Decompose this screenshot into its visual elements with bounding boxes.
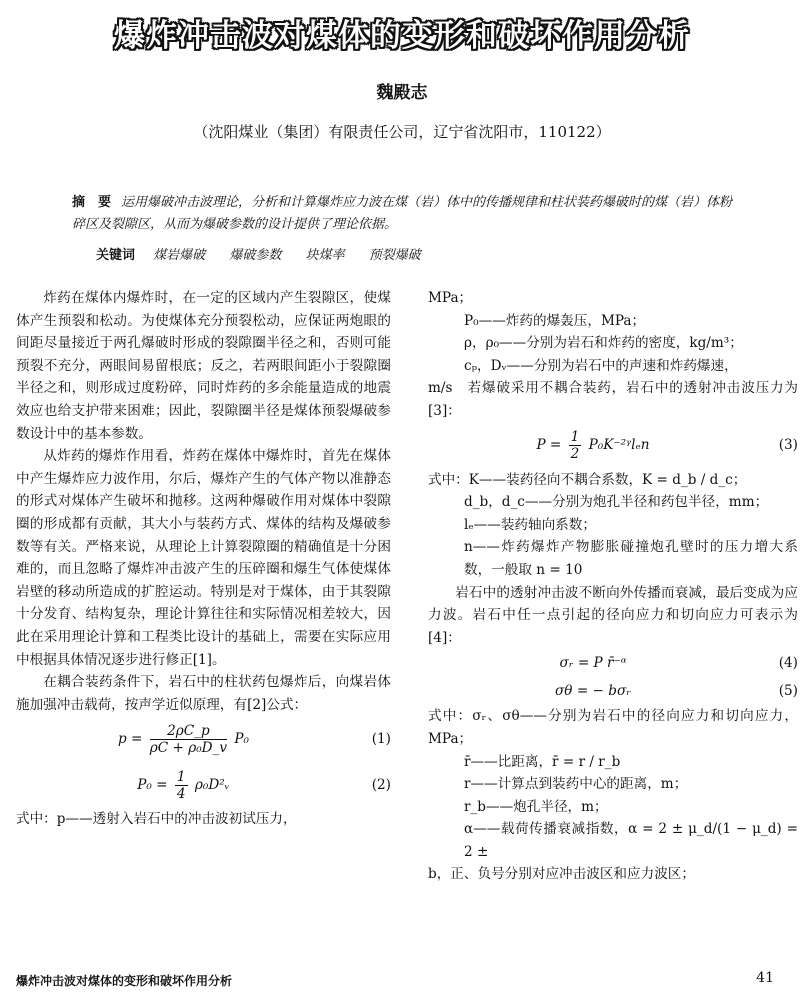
definition: 式中：σᵣ、σθ——分别为岩石中的径向应力和切向应力，MPa； bbox=[428, 708, 798, 747]
eq-body: σᵣ = P r̄⁻ᵅ bbox=[559, 655, 627, 672]
eq-numerator: 2ρC_p bbox=[150, 723, 227, 740]
equation-number: (4) bbox=[778, 655, 798, 672]
eq-rhs: P₀ bbox=[234, 730, 249, 747]
equation-number: (2) bbox=[371, 776, 391, 793]
page-number: 41 bbox=[756, 970, 774, 986]
keyword: 煤岩爆破 bbox=[153, 248, 206, 263]
keywords-label: 关键词 bbox=[96, 248, 136, 263]
definition: r_b——炮孔半径，m； bbox=[464, 798, 608, 815]
equation-number: (1) bbox=[371, 730, 391, 747]
paragraph: m/s 若爆破采用不耦合装药，岩石中的透射冲击波压力为[3]： bbox=[428, 380, 798, 419]
keywords bbox=[96, 244, 736, 263]
definition: lₑ——装药轴向系数； bbox=[464, 516, 596, 533]
equation-number: (5) bbox=[778, 683, 798, 700]
eq-numerator: 1 bbox=[570, 429, 580, 446]
keyword: 预裂爆破 bbox=[368, 248, 421, 263]
equation-1 bbox=[16, 716, 391, 762]
eq-rhs: P₀K⁻²ᵞlₑn bbox=[588, 437, 650, 454]
definition: r——计算点到装药中心的距离，m； bbox=[464, 776, 688, 793]
equation-5 bbox=[428, 677, 798, 705]
abstract-text: 运用爆破冲击波理论，分析和计算爆炸应力波在煤（岩）体中的传播规律和柱状装药爆破时的煤（岩）体粉碎区及裂隙区，从而为爆破参数的设计提供了理论依据。 bbox=[72, 195, 733, 232]
definition: r̄——比距离，r̄ = r / r_b bbox=[464, 753, 621, 770]
equation-number: (3) bbox=[778, 437, 798, 454]
paper-title: 爆炸冲击波对煤体的变形和破坏作用分析 bbox=[114, 18, 690, 54]
equation-3 bbox=[428, 423, 798, 469]
eq-denominator: ρC + ρ₀D_v bbox=[149, 739, 228, 756]
definition: 式中：K——装药径向不耦合系数，K = d_b / d_c； bbox=[428, 471, 747, 488]
affiliation: （沈阳煤业（集团）有限责任公司，辽宁省沈阳市，110122） bbox=[193, 123, 611, 141]
definition: d_b，d_c——分别为炮孔半径和药包半径，mm； bbox=[464, 494, 769, 511]
paragraph: 在耦合装药条件下，岩石中的柱状药包爆炸后，向煤岩体施加强冲击载荷，按声学近似原理，有[2]公式： bbox=[16, 674, 391, 713]
definition: P₀——炸药的爆轰压，MPa； bbox=[464, 312, 646, 329]
eq-body: σθ = − bσᵣ bbox=[555, 683, 631, 700]
abstract bbox=[72, 192, 744, 236]
author: 魏殿志 bbox=[376, 83, 428, 103]
right-column bbox=[428, 287, 798, 886]
paragraph: 岩石中的透射冲击波不断向外传播而衰减，最后变成为应力波。岩石中任一点引起的径向应力和切向应力可表示为[4]： bbox=[428, 584, 798, 646]
definition: α——载荷传播衰减指数，α = 2 ± μ_d/(1 − μ_d) = 2 ± bbox=[464, 821, 798, 860]
equation-2 bbox=[16, 762, 391, 808]
eq-lhs: p = bbox=[118, 730, 143, 747]
eq-denominator: 2 bbox=[570, 446, 580, 463]
abstract-label: 摘 要 bbox=[72, 195, 112, 210]
paragraph: 从炸药的爆炸作用看，炸药在煤体中爆炸时，首先在煤体中产生爆炸应力波作用，尔后，爆炸产生的气体产物以准静态的形式对煤体产生破坏和抛移。这两种爆破作用对煤体中裂隙圈的形成都有贡献，其大小与装药方式、煤体的结构及爆破参数等有关。严格来说，从理论上计算裂隙圈的精确值是十分困难的，而且忽略了爆炸冲击波产生的压碎圈和爆生气体使煤体岩壁的移动所造成的扩腔运动。特别是对于煤体，由于其裂隙十分发育、结构复杂，理论计算往往和实际情况相差较大，因此在采用理论计算和工程类比设计的基础上，需要在实际应用中根据具体情况逐步进行修正[1]。 bbox=[16, 448, 391, 668]
definition: cₚ，Dᵥ——分别为岩石中的声速和炸药爆速， bbox=[464, 357, 738, 374]
eq-lhs: P₀ = bbox=[137, 776, 168, 793]
keyword: 块煤率 bbox=[305, 248, 345, 263]
paragraph: 式中：p——透射入岩石中的冲击波初试压力， bbox=[16, 811, 297, 828]
equation-4 bbox=[428, 649, 798, 677]
eq-denominator: 4 bbox=[176, 785, 186, 802]
definition: ρ，ρ₀——分别为岩石和炸药的密度，kg/m³； bbox=[464, 335, 743, 352]
running-footer: 爆炸冲击波对煤体的变形和破坏作用分析 bbox=[16, 974, 233, 988]
text-line: MPa； bbox=[428, 290, 473, 306]
eq-lhs: P = bbox=[536, 437, 562, 454]
text-line: b，正、负号分别对应冲击波区和应力波区； bbox=[428, 866, 695, 883]
eq-rhs: ρ₀D²ᵥ bbox=[194, 776, 230, 793]
eq-numerator: 1 bbox=[176, 768, 186, 785]
paragraph: 炸药在煤体内爆炸时，在一定的区域内产生裂隙区，使煤体产生预裂和松动。为使煤体充分预裂松动，应保证两炮眼的间距尽量接近于两孔爆破时形成的裂隙圈半径之和，否则可能预裂不充分，两眼间易留根底；反之，若两眼间距小于裂隙圈半径之和，则形成过度粉碎，同时炸药的多余能量造成的地震效应也给支护带来困难；因此，裂隙圈半径是煤体预裂爆破参数设计中的基本参数。 bbox=[16, 290, 391, 442]
definition: n——炸药爆炸产物膨胀碰撞炮孔壁时的压力增大系数，一般取 n = 10 bbox=[464, 539, 798, 578]
left-column bbox=[16, 287, 391, 831]
keyword: 爆破参数 bbox=[229, 248, 282, 263]
